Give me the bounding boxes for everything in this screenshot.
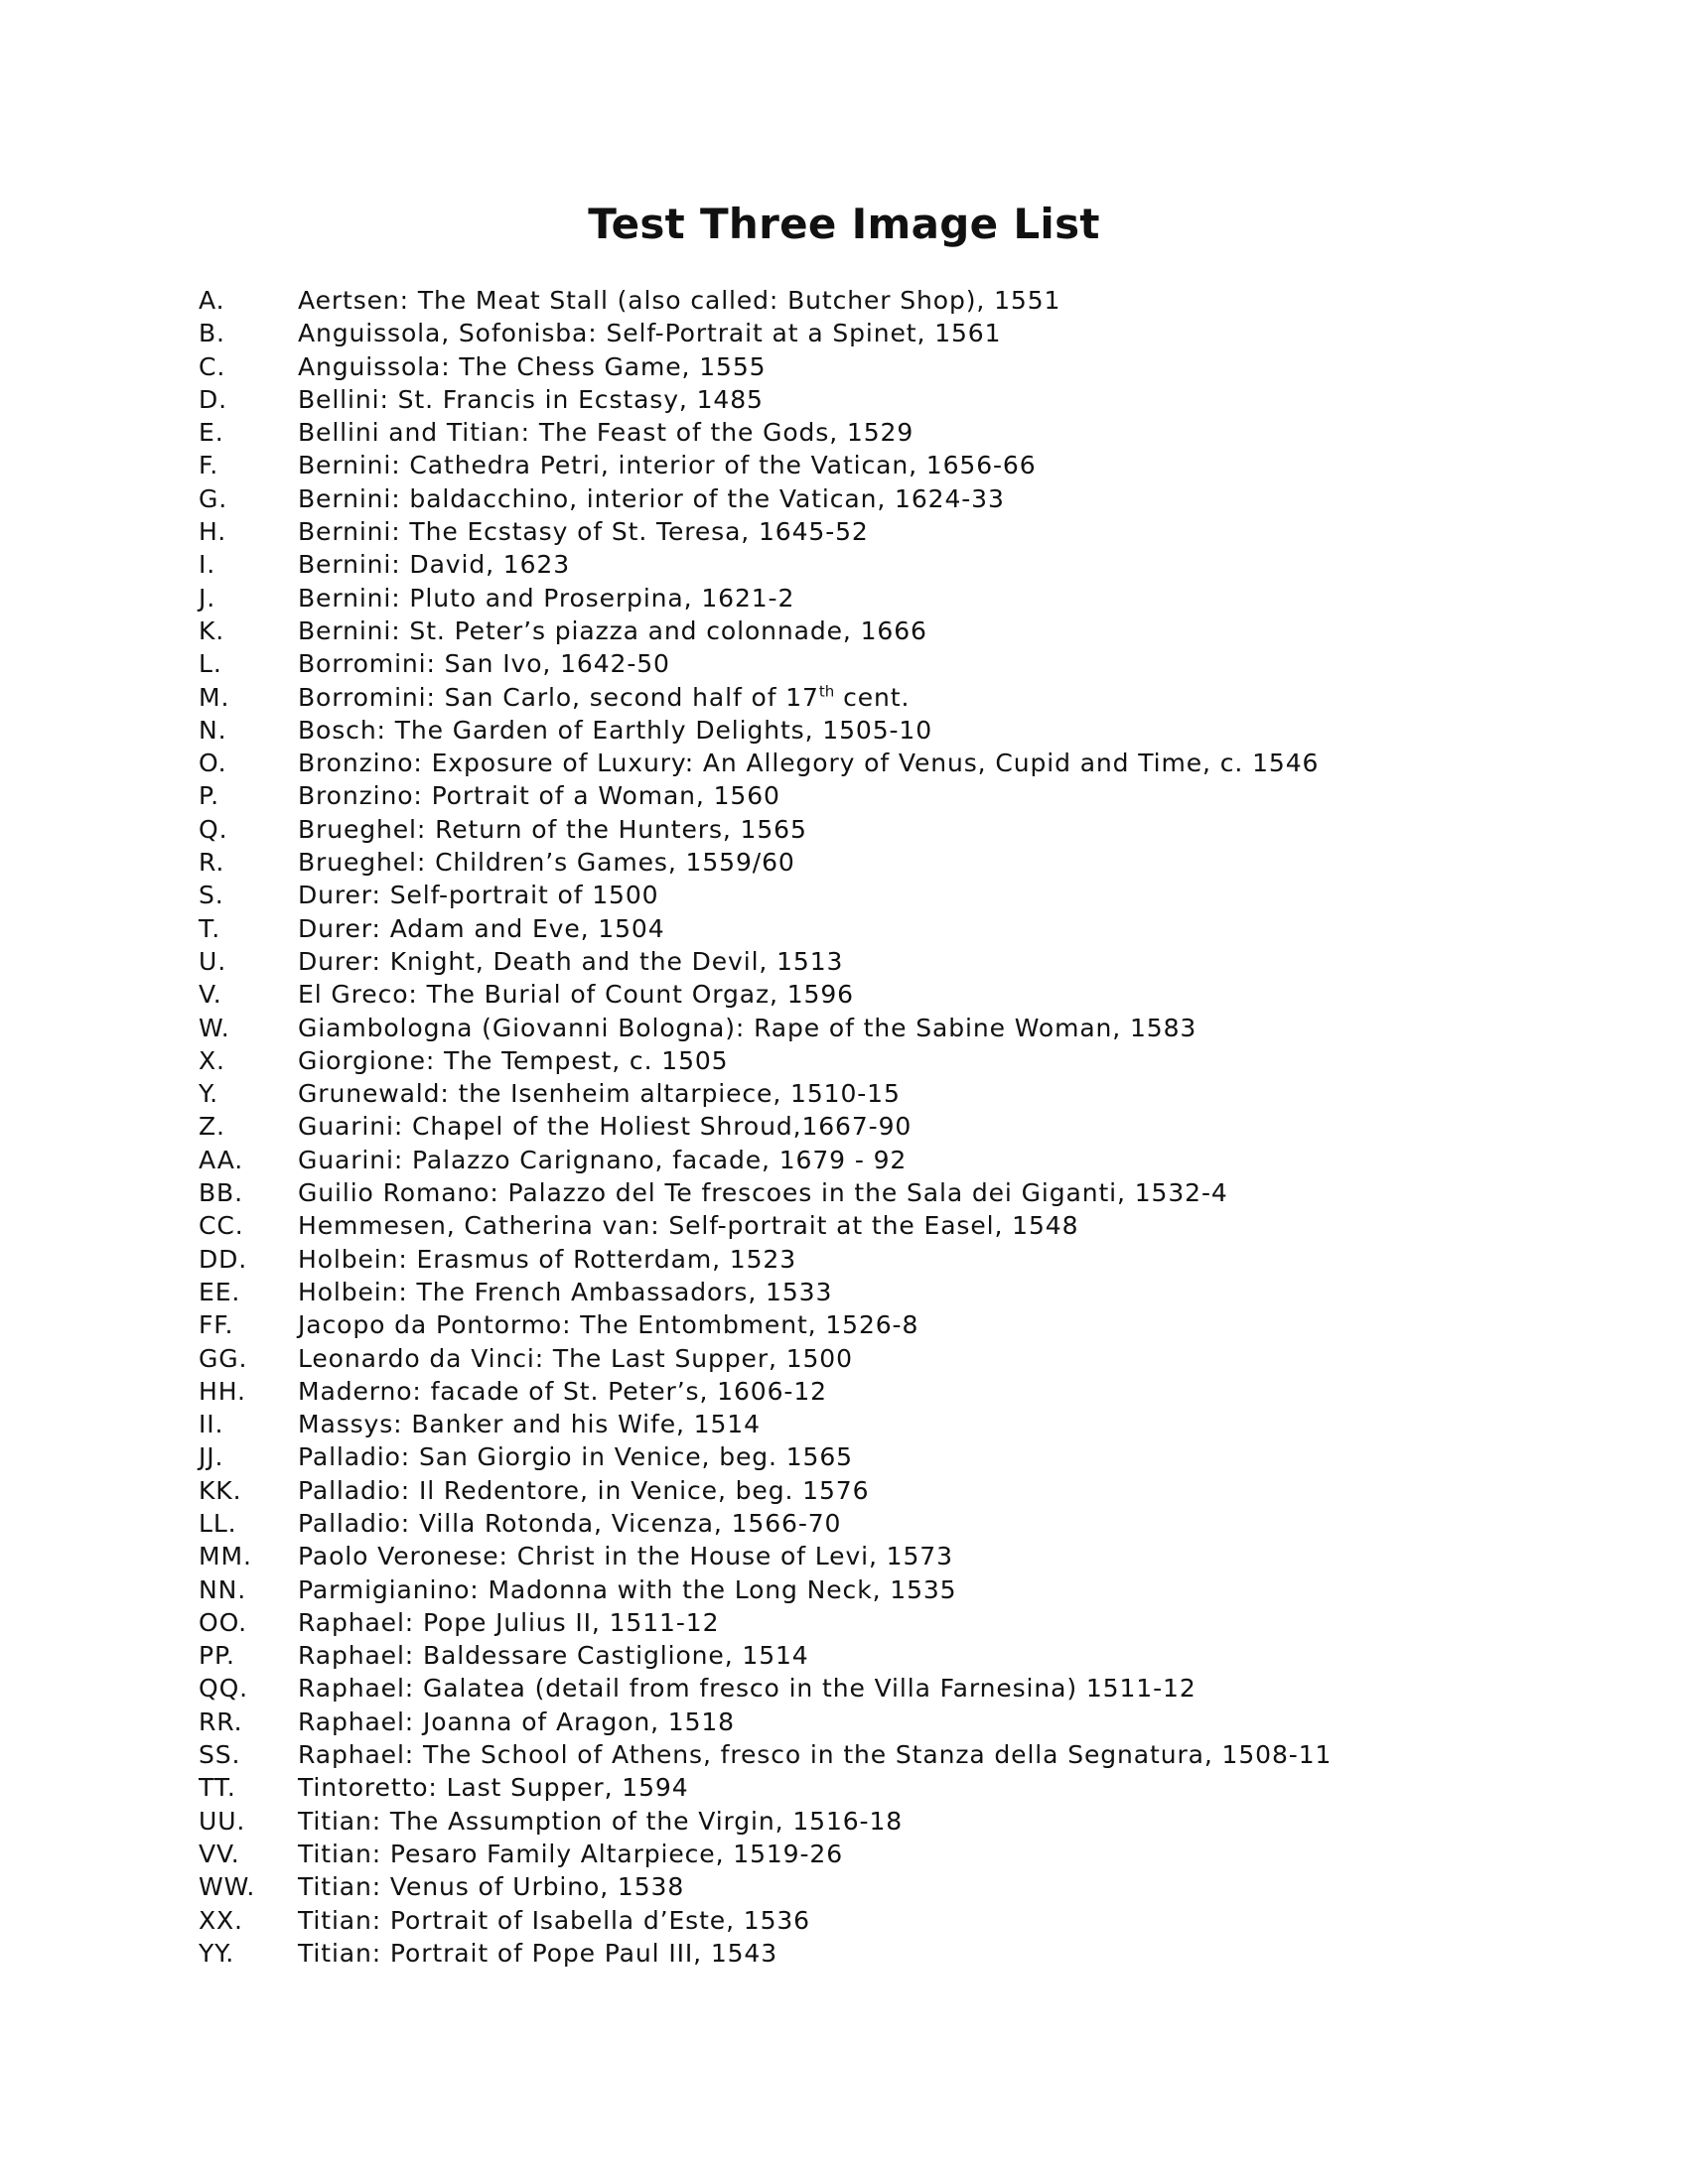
- item-letter: KK.: [199, 1475, 242, 1505]
- list-item: [199, 846, 1609, 879]
- item-text: Tintoretto: Last Supper, 1594: [298, 1773, 689, 1803]
- list-item: [199, 482, 1609, 515]
- item-letter: SS.: [199, 1740, 241, 1770]
- item-text: Giambologna (Giovanni Bologna): Rape of the Sabine Woman, 1583: [298, 1013, 1197, 1042]
- item-text: Brueghel: Return of the Hunters, 1565: [298, 814, 807, 844]
- list-item: [199, 747, 1609, 779]
- item-text: Jacopo da Pontormo: The Entombment, 1526-8: [298, 1310, 919, 1340]
- list-item: [199, 1706, 1609, 1738]
- item-letter: DD.: [199, 1244, 248, 1274]
- item-text: Bronzino: Exposure of Luxury: An Allegory of Venus, Cupid and Time, c. 1546: [298, 749, 1320, 778]
- item-text: Guilio Romano: Palazzo del Te frescoes in the Sala dei Giganti, 1532-4: [298, 1178, 1228, 1208]
- list-item: [199, 1375, 1609, 1408]
- item-letter: HH.: [199, 1376, 246, 1406]
- list-item: [199, 1408, 1609, 1440]
- list-item: [199, 681, 1609, 714]
- item-text-main: Borromini: San Carlo, second half of 17: [298, 682, 819, 712]
- item-letter: T.: [199, 913, 221, 943]
- item-text: Leonardo da Vinci: The Last Supper, 1500: [298, 1343, 853, 1373]
- list-item: [199, 1012, 1609, 1044]
- list-item: [199, 1440, 1609, 1473]
- item-letter: YY.: [199, 1938, 235, 1968]
- list-item: [199, 813, 1609, 846]
- item-letter: A.: [199, 286, 225, 315]
- list-item: [199, 614, 1609, 647]
- item-letter: NN.: [199, 1574, 247, 1604]
- item-letter: LL.: [199, 1508, 237, 1538]
- list-item: [199, 284, 1609, 317]
- item-text: Borromini: San Ivo, 1642-50: [298, 649, 670, 679]
- item-letter: TT.: [199, 1773, 236, 1803]
- list-item: [199, 449, 1609, 481]
- item-text: Guarini: Chapel of the Holiest Shroud,1667-90: [298, 1112, 913, 1142]
- list-item: [199, 779, 1609, 812]
- item-text: Anguissola: The Chess Game, 1555: [298, 351, 767, 381]
- item-letter: N.: [199, 715, 227, 745]
- item-text: Holbein: Erasmus of Rotterdam, 1523: [298, 1244, 797, 1274]
- item-letter: E.: [199, 418, 224, 448]
- item-text: Titian: Venus of Urbino, 1538: [298, 1872, 685, 1902]
- list-item: [199, 1738, 1609, 1771]
- item-text-superscript: th: [818, 682, 835, 701]
- list-item: [199, 548, 1609, 581]
- item-text: Durer: Self-portrait of 1500: [298, 881, 659, 910]
- item-text: Brueghel: Children’s Games, 1559/60: [298, 848, 795, 878]
- item-letter: AA.: [199, 1145, 244, 1174]
- list-item: [199, 1308, 1609, 1341]
- item-text: Titian: The Assumption of the Virgin, 1516-18: [298, 1806, 904, 1836]
- item-text: Guarini: Palazzo Carignano, facade, 1679 - 92: [298, 1145, 908, 1174]
- item-letter: BB.: [199, 1178, 243, 1208]
- item-letter: PP.: [199, 1641, 235, 1671]
- item-text: Bernini: St. Peter’s piazza and colonnade, 1666: [298, 615, 927, 645]
- item-text: Bellini: St. Francis in Ecstasy, 1485: [298, 384, 764, 414]
- list-item: [199, 1077, 1609, 1110]
- item-text: Raphael: The School of Athens, fresco in the Stanza della Segnatura, 1508-11: [298, 1740, 1333, 1770]
- item-letter: R.: [199, 848, 225, 878]
- list-item: [199, 1540, 1609, 1572]
- item-letter: CC.: [199, 1211, 244, 1241]
- item-text: Parmigianino: Madonna with the Long Neck, 1535: [298, 1574, 957, 1604]
- item-text: Bernini: baldacchino, interior of the Vatican, 1624-33: [298, 483, 1005, 513]
- item-text: Durer: Knight, Death and the Devil, 1513: [298, 946, 844, 976]
- item-text: El Greco: The Burial of Count Orgaz, 1596: [298, 980, 854, 1010]
- item-letter: EE.: [199, 1277, 241, 1306]
- item-letter: P.: [199, 781, 219, 811]
- item-text: Bernini: Cathedra Petri, interior of the Vatican, 1656-66: [298, 451, 1037, 480]
- list-item: [199, 1044, 1609, 1077]
- item-letter: XX.: [199, 1905, 243, 1935]
- item-letter: W.: [199, 1013, 230, 1042]
- item-letter: Z.: [199, 1112, 225, 1142]
- item-letter: RR.: [199, 1706, 243, 1736]
- item-text: Grunewald: the Isenheim altarpiece, 1510-15: [298, 1079, 901, 1109]
- item-letter: L.: [199, 649, 222, 679]
- list-item: [199, 647, 1609, 680]
- item-letter: S.: [199, 881, 224, 910]
- list-item: [199, 582, 1609, 614]
- list-item: [199, 350, 1609, 383]
- list-item: [199, 1209, 1609, 1242]
- item-letter: WW.: [199, 1872, 256, 1902]
- item-text: Raphael: Joanna of Aragon, 1518: [298, 1706, 735, 1736]
- list-item: [199, 714, 1609, 747]
- list-item: [199, 1243, 1609, 1276]
- item-text: Raphael: Pope Julius II, 1511-12: [298, 1607, 720, 1637]
- list-item: [199, 515, 1609, 548]
- item-letter: M.: [199, 682, 230, 712]
- page-title: Test Three Image List: [588, 200, 1100, 248]
- list-item: [199, 912, 1609, 945]
- item-letter: D.: [199, 384, 227, 414]
- item-text: Bellini and Titian: The Feast of the Gods, 1529: [298, 418, 914, 448]
- item-letter: UU.: [199, 1806, 246, 1836]
- item-text: Hemmesen, Catherina van: Self-portrait at the Easel, 1548: [298, 1211, 1079, 1241]
- item-text: Bronzino: Portrait of a Woman, 1560: [298, 781, 780, 811]
- list-item: [199, 317, 1609, 349]
- item-letter: J.: [199, 583, 216, 613]
- item-letter: Y.: [199, 1079, 218, 1109]
- item-text: Holbein: The French Ambassadors, 1533: [298, 1277, 833, 1306]
- list-item: [199, 1639, 1609, 1672]
- item-text: Bernini: Pluto and Proserpina, 1621-2: [298, 583, 795, 613]
- item-text: [298, 681, 910, 714]
- item-text: Anguissola, Sofonisba: Self-Portrait at a Spinet, 1561: [298, 319, 1002, 348]
- item-letter: VV.: [199, 1839, 240, 1868]
- item-letter: FF.: [199, 1310, 234, 1340]
- item-text-suffix: cent.: [834, 682, 911, 712]
- item-text: Durer: Adam and Eve, 1504: [298, 913, 665, 943]
- list-item: [199, 1144, 1609, 1176]
- item-letter: GG.: [199, 1343, 248, 1373]
- list-item: [199, 1937, 1609, 1970]
- item-text: Raphael: Galatea (detail from fresco in the Villa Farnesina) 1511-12: [298, 1674, 1196, 1704]
- item-text: Maderno: facade of St. Peter’s, 1606-12: [298, 1376, 827, 1406]
- item-text: Palladio: San Giorgio in Venice, beg. 1565: [298, 1442, 853, 1472]
- list-item: [199, 416, 1609, 449]
- item-letter: II.: [199, 1410, 224, 1439]
- item-text: Massys: Banker and his Wife, 1514: [298, 1410, 761, 1439]
- list-item: [199, 1904, 1609, 1937]
- image-list: [199, 284, 1609, 1970]
- item-letter: QQ.: [199, 1674, 249, 1704]
- item-letter: C.: [199, 351, 226, 381]
- list-item: [199, 879, 1609, 911]
- list-item: [199, 1805, 1609, 1838]
- item-text: Titian: Portrait of Isabella d’Este, 1536: [298, 1905, 810, 1935]
- item-text: Palladio: Villa Rotonda, Vicenza, 1566-70: [298, 1508, 842, 1538]
- item-text: Titian: Pesaro Family Altarpiece, 1519-26: [298, 1839, 844, 1868]
- list-item: [199, 945, 1609, 978]
- item-letter: JJ.: [199, 1442, 224, 1472]
- item-text: Titian: Portrait of Pope Paul III, 1543: [298, 1938, 778, 1968]
- item-text: Raphael: Baldessare Castiglione, 1514: [298, 1641, 809, 1671]
- list-item: [199, 1276, 1609, 1308]
- list-item: [199, 1474, 1609, 1507]
- item-text: Aertsen: The Meat Stall (also called: Butcher Shop), 1551: [298, 286, 1061, 315]
- list-item: [199, 1573, 1609, 1606]
- item-text: Bosch: The Garden of Earthly Delights, 1505-10: [298, 715, 933, 745]
- item-letter: F.: [199, 451, 219, 480]
- list-item: [199, 1176, 1609, 1209]
- list-item: [199, 1110, 1609, 1143]
- list-item: [199, 1342, 1609, 1375]
- list-item: [199, 1838, 1609, 1870]
- item-letter: K.: [199, 615, 225, 645]
- item-letter: MM.: [199, 1542, 252, 1571]
- item-letter: X.: [199, 1045, 225, 1075]
- list-item: [199, 1870, 1609, 1903]
- list-item: [199, 1672, 1609, 1705]
- item-letter: O.: [199, 749, 227, 778]
- item-text: Giorgione: The Tempest, c. 1505: [298, 1045, 729, 1075]
- item-letter: H.: [199, 517, 227, 547]
- list-item: [199, 1606, 1609, 1639]
- item-text: Palladio: Il Redentore, in Venice, beg. 1576: [298, 1475, 870, 1505]
- item-letter: V.: [199, 980, 222, 1010]
- item-letter: B.: [199, 319, 225, 348]
- item-letter: I.: [199, 550, 216, 580]
- item-text: Paolo Veronese: Christ in the House of Levi, 1573: [298, 1542, 953, 1571]
- list-item: [199, 978, 1609, 1011]
- list-item: [199, 383, 1609, 416]
- item-letter: Q.: [199, 814, 228, 844]
- item-text: Bernini: The Ecstasy of St. Teresa, 1645-52: [298, 517, 869, 547]
- item-letter: U.: [199, 946, 227, 976]
- list-item: [199, 1771, 1609, 1804]
- item-letter: G.: [199, 483, 228, 513]
- item-letter: OO.: [199, 1607, 247, 1637]
- list-item: [199, 1507, 1609, 1540]
- item-text: Bernini: David, 1623: [298, 550, 571, 580]
